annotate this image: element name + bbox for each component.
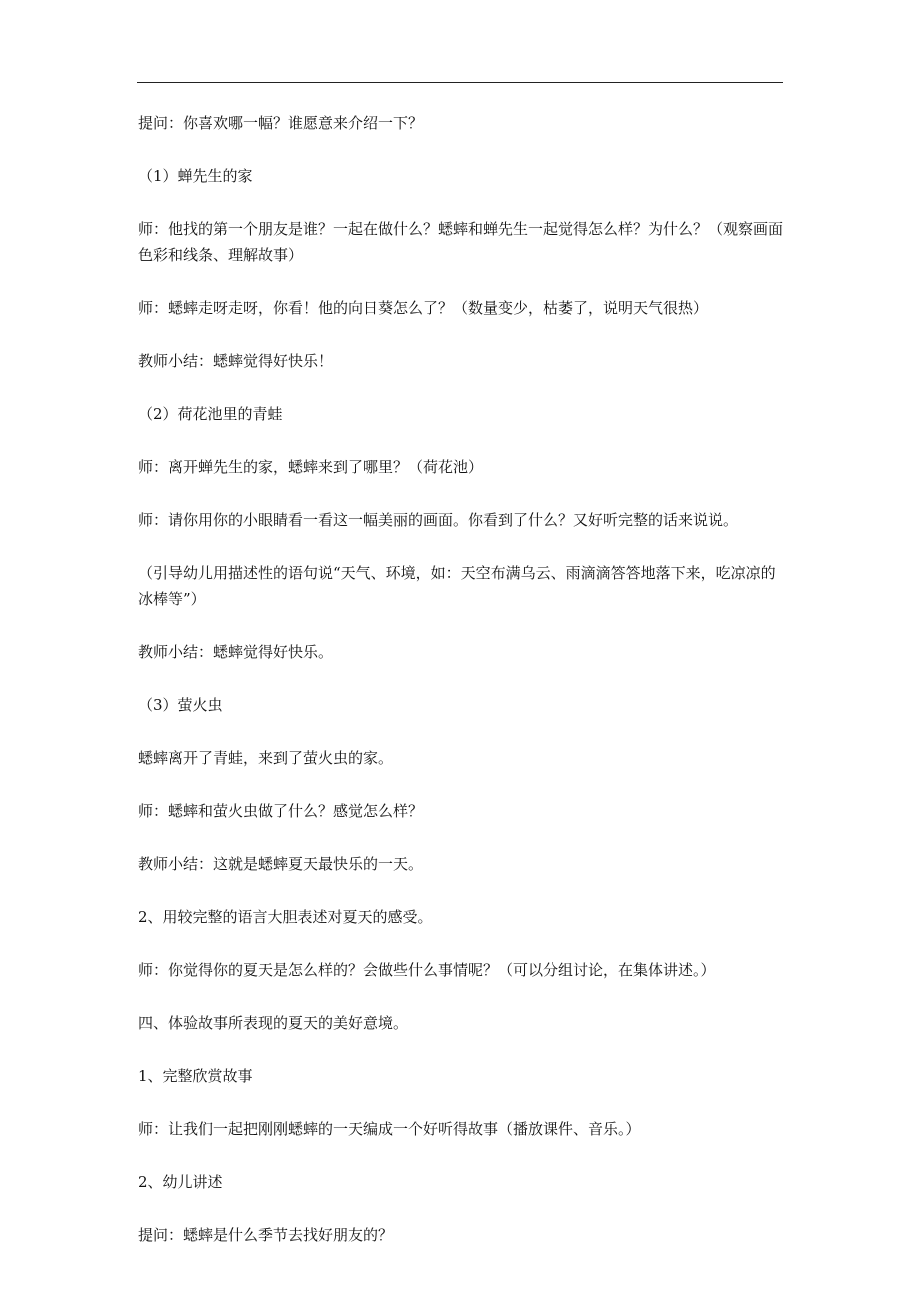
paragraph-step-2-express: 2、用较完整的语言大胆表述对夏天的感受。 — [138, 908, 433, 926]
paragraph-your-summer: 师：你觉得你的夏天是怎么样的？会做些什么事情呢？（可以分组讨论，在集体讲述。） — [138, 961, 716, 979]
paragraph-where-arrived: 师：离开蝉先生的家，蟋蟀来到了哪里？（荷花池） — [138, 458, 484, 476]
section-heading-firefly: （3）萤火虫 — [138, 696, 223, 714]
paragraph-guide-description: （引导幼儿用描述性的语句说“天气、环境，如：天空布满乌云、雨滴滴答答地落下来，吃凉凉的冰棒等”） — [138, 564, 776, 608]
paragraph-summary-1: 教师小结：蟋蟀觉得好快乐！ — [138, 352, 334, 370]
paragraph-step-1-appreciate: 1、完整欣赏故事 — [138, 1067, 253, 1085]
paragraph-question-season: 提问：蟋蟀是什么季节去找好朋友的？ — [138, 1226, 394, 1244]
paragraph-first-friend: 师：他找的第一个朋友是谁？一起在做什么？蟋蟀和蝉先生一起觉得怎么样？为什么？（观察画面色彩和线条、理解故事） — [138, 220, 784, 264]
paragraph-sunflower: 师：蟋蟀走呀走呀，你看！他的向日葵怎么了？（数量变少，枯萎了，说明天气很热） — [138, 299, 709, 317]
section-heading-cicada-home: （1）蝉先生的家 — [138, 167, 253, 185]
paragraph-firefly-question: 师：蟋蟀和萤火虫做了什么？感觉怎么样？ — [138, 802, 424, 820]
paragraph-make-story: 师：让我们一起把刚刚蟋蟀的一天编成一个好听得故事（播放课件、音乐。） — [138, 1120, 641, 1138]
document-body — [138, 110, 788, 1275]
paragraph-summary-2: 教师小结：蟋蟀觉得好快乐。 — [138, 643, 334, 661]
paragraph-look-picture: 师：请你用你的小眼睛看一看这一幅美丽的画面。你看到了什么？又好听完整的话来说说。 — [138, 511, 739, 529]
header-rule — [137, 82, 783, 83]
paragraph-step-2-retell: 2、幼儿讲述 — [138, 1173, 223, 1191]
section-heading-four: 四、体验故事所表现的夏天的美好意境。 — [138, 1014, 409, 1032]
paragraph-summary-3: 教师小结：这就是蟋蟀夏天最快乐的一天。 — [138, 855, 424, 873]
section-heading-lotus-pond: （2）荷花池里的青蛙 — [138, 405, 283, 423]
paragraph-question-which-picture: 提问：你喜欢哪一幅？谁愿意来介绍一下？ — [138, 114, 424, 132]
paragraph-firefly-home: 蟋蟀离开了青蛙，来到了萤火虫的家。 — [138, 749, 394, 767]
